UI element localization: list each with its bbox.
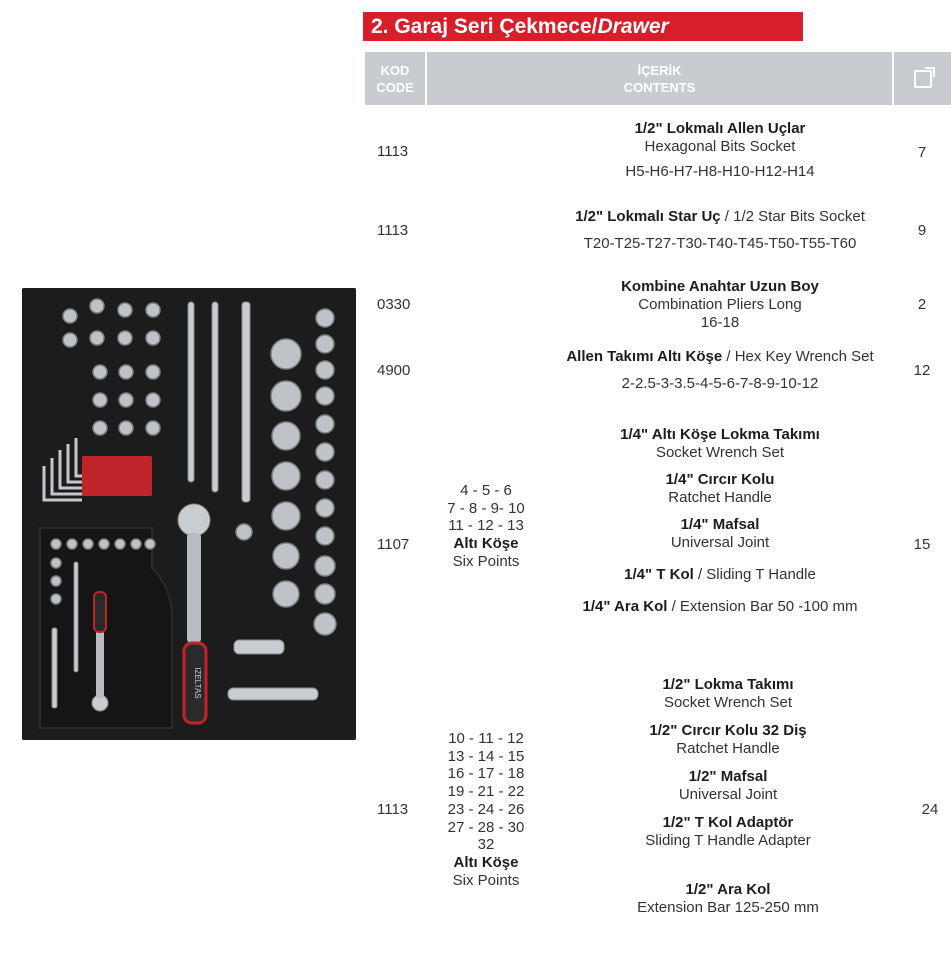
- code-cell: 4900: [377, 362, 411, 379]
- code-cell: 0330: [377, 296, 411, 313]
- row-hex-key-set: [520, 348, 920, 393]
- item-subtitle: Combination Pliers Long: [638, 296, 802, 313]
- qty-cell: 7: [917, 144, 927, 161]
- points-en: Six Points: [452, 552, 520, 570]
- socket-sizes-half: [436, 730, 536, 889]
- code-cell: 1107: [377, 536, 410, 553]
- qty-cell: 12: [913, 362, 931, 379]
- qty-cell: 15: [913, 536, 931, 553]
- header-contents: [427, 52, 892, 105]
- item-subtitle: Hexagonal Bits Socket: [644, 138, 796, 155]
- item-subtitle: Socket Wrench Set: [663, 694, 793, 711]
- title-sub: Drawer: [597, 15, 669, 38]
- points-tr: Altı Köşe: [453, 853, 519, 871]
- item-sizes: 16-18: [700, 314, 740, 331]
- item-sizes: T20-T25-T27-T30-T40-T45-T50-T55-T60: [583, 235, 857, 252]
- points-tr: Altı Köşe: [453, 535, 519, 553]
- size-line: 16 - 17 - 18: [447, 765, 525, 783]
- brand-label: IZELTAS: [193, 667, 202, 699]
- header-code-en: CODE: [376, 79, 414, 95]
- row-star-bits: [520, 208, 920, 253]
- item-subtitle: Socket Wrench Set: [655, 444, 785, 461]
- item-title: Allen Takımı Altı Köşe: [566, 348, 723, 365]
- row-bits-socket: [520, 120, 920, 181]
- qty-cell: 9: [917, 222, 927, 239]
- size-line: 13 - 14 - 15: [447, 747, 525, 765]
- item-sizes: 2-2.5-3-3.5-4-5-6-7-8-9-10-12: [621, 375, 819, 392]
- item-title: 1/4" T Kol: [624, 566, 694, 583]
- item-subtitle: Universal Joint: [678, 786, 778, 803]
- item-subtitle: Extension Bar 125-250 mm: [637, 899, 819, 916]
- item-title: 1/4" Altı Köşe Lokma Takımı: [620, 426, 820, 443]
- header-quantity: [894, 52, 951, 105]
- item-title: 1/2" Lokmalı Star Uç: [575, 208, 721, 225]
- box-icon: [914, 70, 932, 88]
- size-line: 4 - 5 - 6: [460, 482, 512, 499]
- points-en: Six Points: [452, 871, 520, 889]
- item-title: Kombine Anahtar Uzun Boy: [621, 278, 819, 295]
- size-line: 10 - 11 - 12: [448, 730, 524, 747]
- code-cell: 1113: [377, 222, 409, 239]
- item-title: 1/4" Mafsal: [680, 516, 760, 533]
- code-cell: 1113: [377, 143, 409, 160]
- item-title: 1/2" T Kol Adaptör: [662, 814, 794, 831]
- item-title: 1/2" Cırcır Kolu 32 Diş: [649, 722, 807, 739]
- item-subtitle: / Sliding T Handle: [693, 566, 816, 583]
- header-code-tr: KOD: [380, 62, 410, 78]
- item-title: 1/4" Ara Kol: [582, 598, 668, 615]
- item-title: 1/4" Cırcır Kolu: [665, 471, 775, 488]
- size-line: 11 - 12 - 13: [448, 517, 524, 535]
- tool-drawer-photo: [22, 288, 356, 740]
- qty-cell: 24: [921, 801, 939, 818]
- size-line: 27 - 28 - 30: [447, 818, 525, 836]
- header-code: [365, 52, 425, 105]
- section-title: [363, 12, 803, 41]
- item-title: 1/2" Mafsal: [688, 768, 768, 785]
- header-content-tr: İÇERİK: [637, 62, 682, 78]
- item-title: 1/2" Ara Kol: [685, 881, 771, 898]
- size-line: 32: [477, 836, 495, 854]
- item-subtitle: Ratchet Handle: [668, 489, 772, 506]
- size-line: 19 - 21 - 22: [447, 783, 525, 801]
- title-main: 2. Garaj Seri Çekmece/: [371, 15, 598, 38]
- tool-tray-illustration: [22, 288, 356, 740]
- item-title: 1/2" Lokma Takımı: [662, 676, 794, 693]
- item-sizes: H5-H6-H7-H8-H10-H12-H14: [625, 163, 815, 180]
- size-line: 7 - 8 - 9- 10: [447, 499, 525, 517]
- item-subtitle: Ratchet Handle: [676, 740, 780, 757]
- header-content-en: CONTENTS: [623, 79, 696, 95]
- qty-cell: 2: [917, 296, 927, 313]
- row-combination-pliers: [520, 278, 920, 332]
- item-title: 1/2" Lokmalı Allen Uçlar: [634, 120, 806, 137]
- quarter-set-items: [520, 426, 920, 616]
- size-line: 23 - 24 - 26: [447, 800, 525, 818]
- code-cell: 1113: [377, 801, 409, 818]
- item-subtitle: / Extension Bar 50 -100 mm: [667, 598, 858, 615]
- hex-key-holder: [82, 456, 152, 496]
- item-subtitle: / Hex Key Wrench Set: [722, 348, 874, 365]
- item-subtitle: Universal Joint: [670, 534, 770, 551]
- item-subtitle: / 1/2 Star Bits Socket: [720, 208, 865, 225]
- item-subtitle: Sliding T Handle Adapter: [645, 832, 811, 849]
- half-set-items: [528, 676, 928, 917]
